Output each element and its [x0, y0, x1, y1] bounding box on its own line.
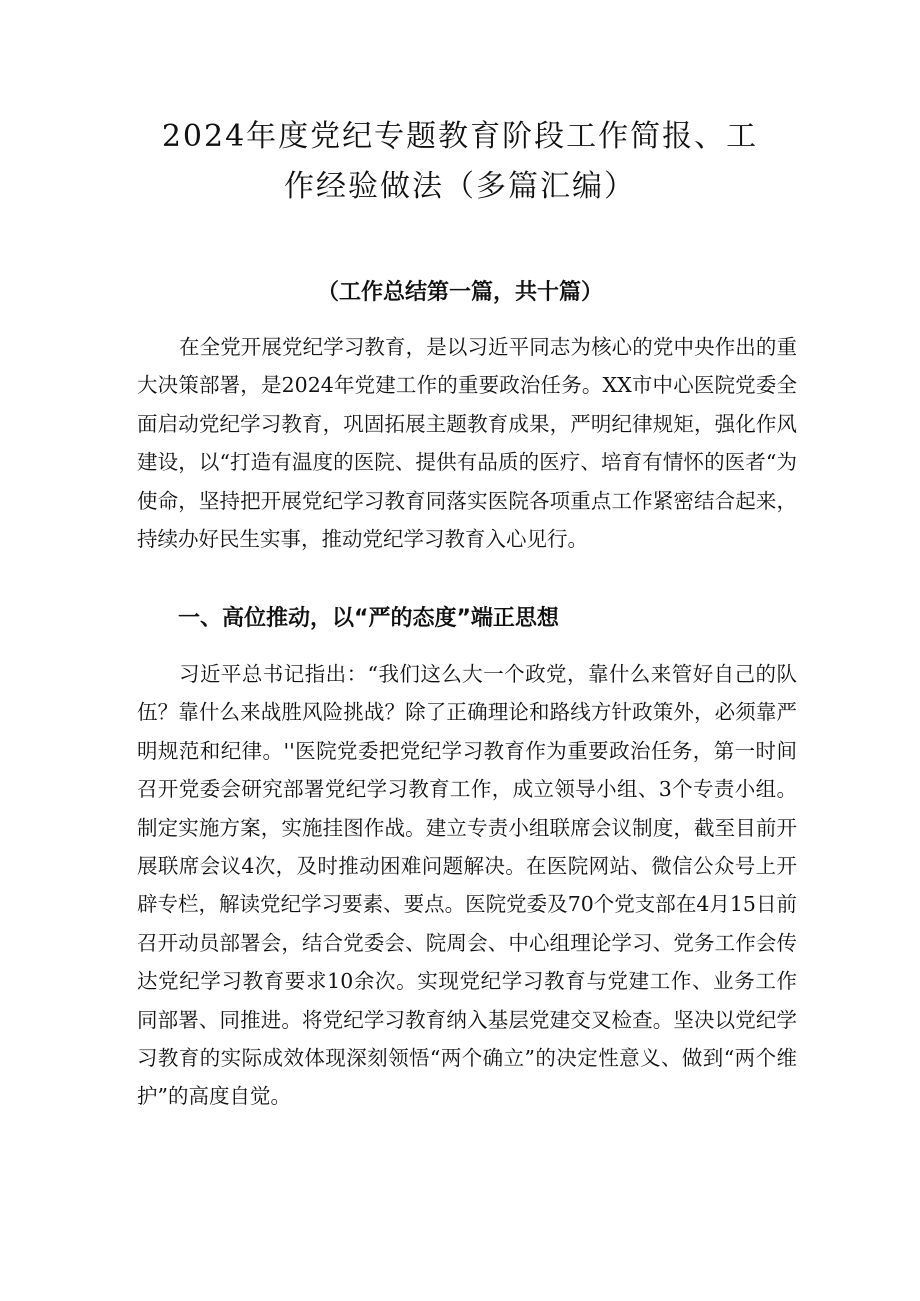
- document-title: 2024年度党纪专题教育阶段工作简报、工作经验做法（多篇汇编）: [161, 119, 759, 204]
- intro-paragraph: 在全党开展党纪学习教育，是以习近平同志为核心的党中央作出的重大决策部署，是2024年党建工作的重要政治任务。XX市中心医院党委全面启动党纪学习教育，巩固拓展主题教育成果，严明纪律规矩，强化作风建设，以“打造有温度的医院、提供有品质的医疗、培育有情怀的医者“为使命，坚持把开展党纪学习教育同落实医院各项重点工作紧密结合起来，持续办好民生实事，推动党纪学习教育入心见行。: [137, 335, 797, 552]
- document-subtitle: （工作总结第一篇，共十篇）: [316, 280, 603, 305]
- section-paragraph: 习近平总书记指出：“我们这么大一个政党，靠什么来管好自己的队伍？靠什么来战胜风险挑战？除了正确理论和路线方针政策外，必须靠严明规范和纪律。''医院党委把党纪学习教育作为重要政治任务，第一时间召开党委会研究部署党纪学习教育工作，成立领导小组、3个专责小组。制定实施方案，实施挂图作战。建立专责小组联席会议制度，截至目前开展联席会议4次，及时推动困难问题解决。在医院网站、微信公众号上开辟专栏，解读党纪学习要素、要点。医院党委及70个党支部在4月15日前召开动员部署会，结合党委会、院周会、中心组理论学习、党务工作会传达党纪学习教育要求10余次。实现党纪学习教育与党建工作、业务工作同部署、同推进。将党纪学习教育纳入基层党建交叉检查。坚决以党纪学习教育的实际成效体现深刻领悟“两个确立”的决定性意义、做到“两个维护”的高度自觉。: [137, 662, 797, 1109]
- section-heading: 一、高位推动，以“严的态度”端正思想: [178, 606, 559, 631]
